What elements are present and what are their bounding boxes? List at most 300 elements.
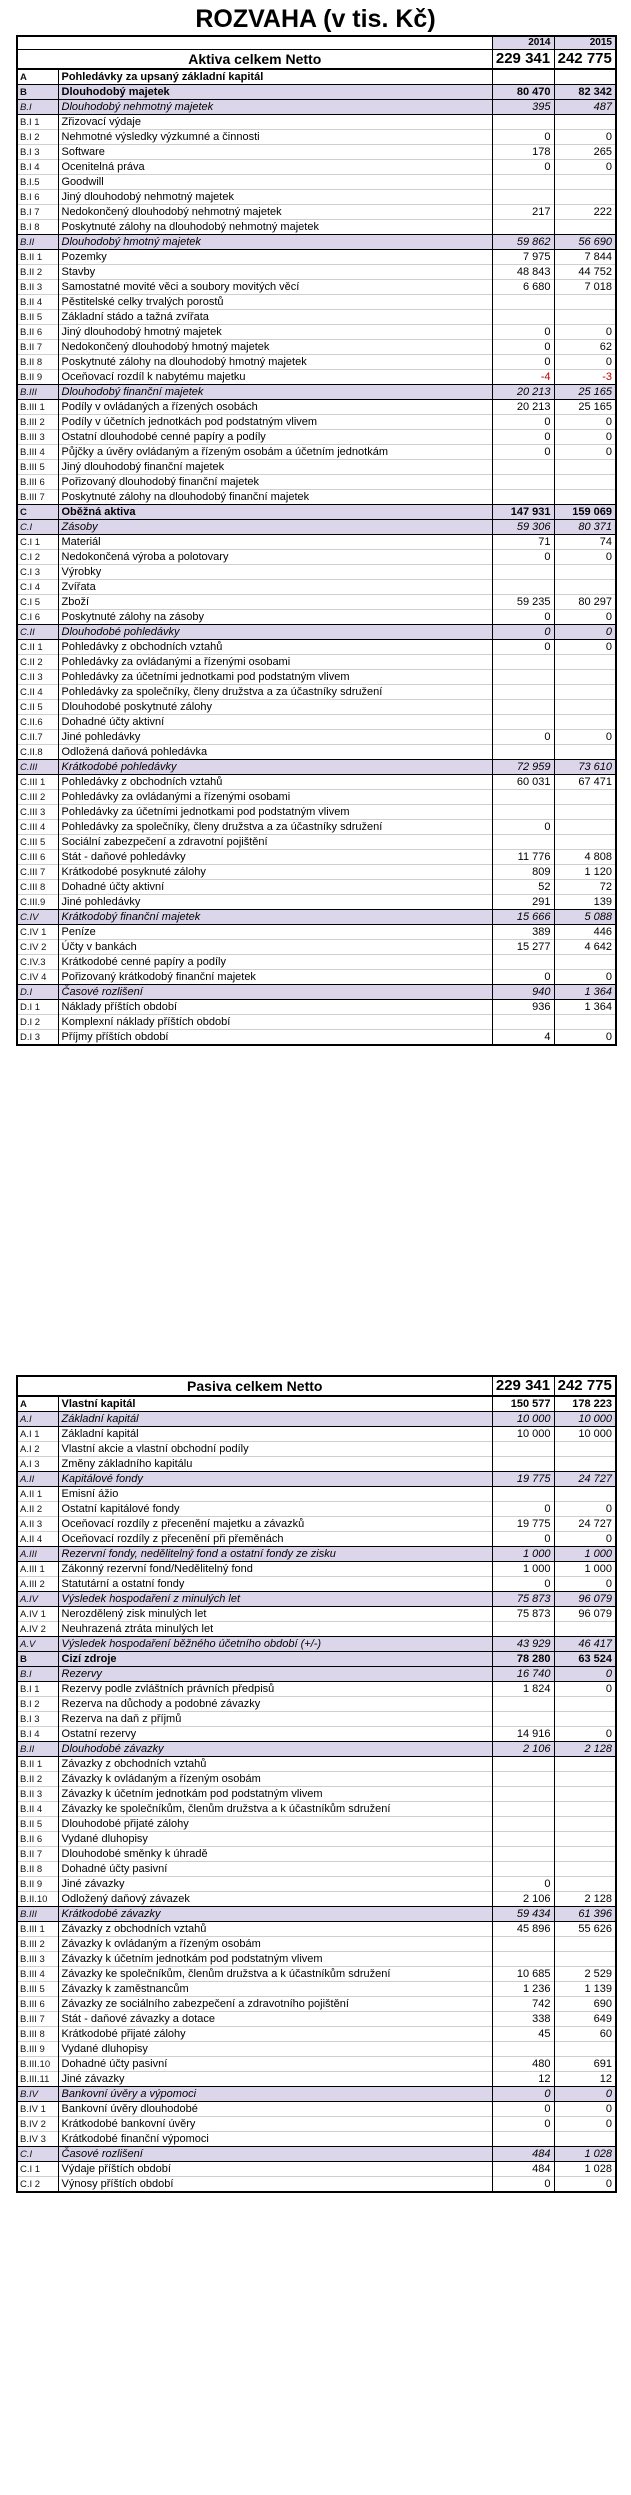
subtotal-row: [17, 910, 616, 925]
table-row: [17, 925, 616, 940]
value-2015: [554, 790, 616, 805]
item-code: C.III.9: [17, 895, 58, 910]
item-name: Goodwill: [58, 175, 492, 190]
value-2014: [492, 1832, 554, 1847]
item-name: Základní kapitál: [58, 1412, 492, 1427]
value-2014: 0: [492, 1532, 554, 1547]
value-2014: [492, 955, 554, 970]
table-row: [17, 1982, 616, 1997]
value-2015: [554, 715, 616, 730]
pasiva-total-2014: 229 341: [492, 1376, 554, 1396]
value-2014: 0: [492, 970, 554, 985]
value-2014: 178: [492, 145, 554, 160]
table-row: [17, 280, 616, 295]
table-row: [17, 430, 616, 445]
item-code: B.II 8: [17, 1862, 58, 1877]
item-code: C.II 1: [17, 640, 58, 655]
value-2014: [492, 1457, 554, 1472]
item-code: A: [17, 1396, 58, 1412]
value-2014: 0: [492, 640, 554, 655]
value-2014: 936: [492, 1000, 554, 1015]
item-name: Půjčky a úvěry ovládaným a řízeným osobám a účetním jednotkám: [58, 445, 492, 460]
item-name: Výrobky: [58, 565, 492, 580]
table-row: [17, 1832, 616, 1847]
item-code: B: [17, 85, 58, 100]
value-2014: 0: [492, 130, 554, 145]
value-2015: [554, 190, 616, 205]
value-2015: 0: [554, 1577, 616, 1592]
item-name: Krátkodobý finanční majetek: [58, 910, 492, 925]
item-name: Vlastní kapitál: [58, 1396, 492, 1412]
item-name: Jiné pohledávky: [58, 895, 492, 910]
table-row: [17, 145, 616, 160]
table-row: [17, 2117, 616, 2132]
value-2015: 67 471: [554, 775, 616, 790]
item-name: Závazky ke společníkům, členům družstva a k účastníkům sdružení: [58, 1802, 492, 1817]
item-code: B.III 3: [17, 430, 58, 445]
value-2015: [554, 745, 616, 760]
item-code: B.III 4: [17, 445, 58, 460]
table-row: [17, 220, 616, 235]
item-name: Pohledávky z obchodních vztahů: [58, 775, 492, 790]
table-row: [17, 730, 616, 745]
item-code: C.III 8: [17, 880, 58, 895]
value-2014: [492, 490, 554, 505]
value-2015: [554, 1877, 616, 1892]
item-code: C.II 3: [17, 670, 58, 685]
item-name: Základní kapitál: [58, 1427, 492, 1442]
item-code: C.III 7: [17, 865, 58, 880]
item-code: B.II 2: [17, 265, 58, 280]
value-2014: 60 031: [492, 775, 554, 790]
item-name: Nerozdělený zisk minulých let: [58, 1607, 492, 1622]
value-2015: [554, 1457, 616, 1472]
value-2014: 940: [492, 985, 554, 1000]
value-2015: [554, 475, 616, 490]
table-row: [17, 325, 616, 340]
item-code: B.III 5: [17, 460, 58, 475]
value-2015: [554, 69, 616, 85]
value-2015: 446: [554, 925, 616, 940]
aktiva-total-row: [17, 50, 616, 70]
item-name: Krátkodobé přijaté zálohy: [58, 2027, 492, 2042]
value-2014: [492, 1015, 554, 1030]
item-name: Dlouhodobé přijaté zálohy: [58, 1817, 492, 1832]
table-row: [17, 400, 616, 415]
item-name: Časové rozlišení: [58, 985, 492, 1000]
value-2014: 78 280: [492, 1652, 554, 1667]
table-row: [17, 265, 616, 280]
item-code: B.II 7: [17, 1847, 58, 1862]
item-code: C.II: [17, 625, 58, 640]
table-row: [17, 1532, 616, 1547]
item-name: Závazky k účetním jednotkám pod podstatným vlivem: [58, 1952, 492, 1967]
table-row: [17, 1030, 616, 1046]
table-row: [17, 130, 616, 145]
value-2015: 0: [554, 325, 616, 340]
table-row: [17, 340, 616, 355]
item-name: Nehmotné výsledky výzkumné a činnosti: [58, 130, 492, 145]
item-code: C.IV.3: [17, 955, 58, 970]
table-row: [17, 1787, 616, 1802]
value-2014: 14 916: [492, 1727, 554, 1742]
table-row: [17, 820, 616, 835]
item-name: Ostatní dlouhodobé cenné papíry a podíly: [58, 430, 492, 445]
item-name: Závazky z obchodních vztahů: [58, 1922, 492, 1937]
value-2015: 25 165: [554, 400, 616, 415]
value-2015: -3: [554, 370, 616, 385]
subtotal-row: [17, 2147, 616, 2162]
subtotal-row: [17, 1907, 616, 1922]
item-code: B.II 6: [17, 1832, 58, 1847]
table-row: [17, 2012, 616, 2027]
item-code: B.II 8: [17, 355, 58, 370]
table-row: [17, 2027, 616, 2042]
value-2015: [554, 1757, 616, 1772]
value-2015: 82 342: [554, 85, 616, 100]
value-2014: 7 975: [492, 250, 554, 265]
item-name: Pěstitelské celky trvalých porostů: [58, 295, 492, 310]
item-code: B.I 4: [17, 160, 58, 175]
item-name: Výdaje příštích období: [58, 2162, 492, 2177]
value-2014: 0: [492, 430, 554, 445]
value-2015: [554, 490, 616, 505]
item-name: Základní stádo a tažná zvířata: [58, 310, 492, 325]
item-code: A.IV: [17, 1592, 58, 1607]
value-2014: 0: [492, 625, 554, 640]
item-name: Cizí zdroje: [58, 1652, 492, 1667]
table-row: [17, 670, 616, 685]
item-name: Pohledávky za ovládanými a řízenými osobami: [58, 790, 492, 805]
item-name: Samostatné movité věci a soubory movitých věcí: [58, 280, 492, 295]
year-2014: 2014: [492, 36, 554, 50]
item-code: A.I 1: [17, 1427, 58, 1442]
table-row: [17, 370, 616, 385]
table-row: [17, 1457, 616, 1472]
value-2014: 75 873: [492, 1607, 554, 1622]
value-2014: [492, 1712, 554, 1727]
value-2014: 4: [492, 1030, 554, 1046]
subtotal-row: [17, 1547, 616, 1562]
item-name: Dohadné účty aktivní: [58, 880, 492, 895]
value-2015: [554, 580, 616, 595]
value-2015: 2 128: [554, 1892, 616, 1907]
value-2014: 0: [492, 550, 554, 565]
value-2015: 0: [554, 550, 616, 565]
value-2015: 1 000: [554, 1547, 616, 1562]
item-code: B.III 1: [17, 400, 58, 415]
value-2014: 742: [492, 1997, 554, 2012]
value-2015: 80 297: [554, 595, 616, 610]
table-row: [17, 895, 616, 910]
value-2014: 59 862: [492, 235, 554, 250]
value-2015: [554, 220, 616, 235]
value-2015: 0: [554, 1727, 616, 1742]
value-2014: [492, 715, 554, 730]
item-code: A.III 2: [17, 1577, 58, 1592]
pasiva-total-row: [17, 1376, 616, 1396]
value-2015: 12: [554, 2072, 616, 2087]
subtotal-row: [17, 760, 616, 775]
item-name: Dohadné účty pasivní: [58, 2057, 492, 2072]
value-2014: [492, 1487, 554, 1502]
pasiva-table: [16, 1375, 617, 2193]
item-name: Materiál: [58, 535, 492, 550]
value-2015: 44 752: [554, 265, 616, 280]
value-2015: 0: [554, 355, 616, 370]
table-row: [17, 850, 616, 865]
subtotal-row: [17, 1742, 616, 1757]
item-code: C.III 2: [17, 790, 58, 805]
value-2015: 0: [554, 2177, 616, 2193]
value-2014: -4: [492, 370, 554, 385]
year-2015: 2015: [554, 36, 616, 50]
item-code: B.II 9: [17, 370, 58, 385]
item-code: B.II: [17, 1742, 58, 1757]
item-code: C.I: [17, 2147, 58, 2162]
item-code: B.I: [17, 100, 58, 115]
item-name: Jiné závazky: [58, 1877, 492, 1892]
value-2014: [492, 580, 554, 595]
subtotal-row: [17, 985, 616, 1000]
table-row: [17, 685, 616, 700]
item-name: Závazky ze sociálního zabezpečení a zdravotního pojištění: [58, 1997, 492, 2012]
item-code: D.I 2: [17, 1015, 58, 1030]
subtotal-row: [17, 2087, 616, 2102]
value-2015: 0: [554, 430, 616, 445]
value-2014: 147 931: [492, 505, 554, 520]
value-2015: 159 069: [554, 505, 616, 520]
item-name: Dlouhodobý nehmotný majetek: [58, 100, 492, 115]
table-row: [17, 1997, 616, 2012]
item-name: Krátkodobé cenné papíry a podíly: [58, 955, 492, 970]
value-2014: [492, 700, 554, 715]
item-code: C.III 5: [17, 835, 58, 850]
item-code: B.I 4: [17, 1727, 58, 1742]
value-2014: 0: [492, 2177, 554, 2193]
item-name: Dohadné účty pasivní: [58, 1862, 492, 1877]
section-row: [17, 85, 616, 100]
item-code: C.III 4: [17, 820, 58, 835]
item-code: B: [17, 1652, 58, 1667]
table-row: [17, 565, 616, 580]
item-name: Výnosy příštích období: [58, 2177, 492, 2193]
item-name: Komplexní náklady příštích období: [58, 1015, 492, 1030]
value-2015: [554, 1712, 616, 1727]
item-name: Ocenitelná práva: [58, 160, 492, 175]
value-2014: 59 306: [492, 520, 554, 535]
item-name: Neuhrazená ztráta minulých let: [58, 1622, 492, 1637]
value-2014: 0: [492, 355, 554, 370]
table-row: [17, 1712, 616, 1727]
table-row: [17, 250, 616, 265]
item-name: Nedokončený dlouhodobý hmotný majetek: [58, 340, 492, 355]
value-2014: 1 000: [492, 1562, 554, 1577]
value-2015: [554, 1622, 616, 1637]
value-2014: [492, 175, 554, 190]
subtotal-row: [17, 520, 616, 535]
value-2014: 395: [492, 100, 554, 115]
table-row: [17, 745, 616, 760]
value-2014: 0: [492, 160, 554, 175]
item-code: C.III 6: [17, 850, 58, 865]
item-code: A: [17, 69, 58, 85]
item-code: C.IV 1: [17, 925, 58, 940]
value-2014: 72 959: [492, 760, 554, 775]
item-name: Rezervní fondy, nedělitelný fond a ostatní fondy ze zisku: [58, 1547, 492, 1562]
value-2015: 73 610: [554, 760, 616, 775]
item-name: Peníze: [58, 925, 492, 940]
item-code: A.III: [17, 1547, 58, 1562]
value-2015: [554, 700, 616, 715]
value-2015: [554, 955, 616, 970]
item-name: Jiné pohledávky: [58, 730, 492, 745]
value-2015: 0: [554, 2087, 616, 2102]
value-2015: [554, 670, 616, 685]
value-2015: [554, 1952, 616, 1967]
value-2015: 72: [554, 880, 616, 895]
value-2015: [554, 295, 616, 310]
item-name: Poskytnuté zálohy na dlouhodobý hmotný majetek: [58, 355, 492, 370]
value-2015: 2 529: [554, 1967, 616, 1982]
value-2014: 19 775: [492, 1472, 554, 1487]
table-row: [17, 1847, 616, 1862]
value-2015: [554, 1802, 616, 1817]
item-name: Nedokončená výroba a polotovary: [58, 550, 492, 565]
value-2015: [554, 1487, 616, 1502]
item-code: B.I 8: [17, 220, 58, 235]
item-code: B.III 2: [17, 415, 58, 430]
value-2015: 1 364: [554, 1000, 616, 1015]
table-row: [17, 865, 616, 880]
item-name: Pohledávky za účetními jednotkami pod podstatným vlivem: [58, 805, 492, 820]
item-name: Pohledávky za upsaný základní kapitál: [58, 69, 492, 85]
item-name: Náklady příštích období: [58, 1000, 492, 1015]
value-2014: 484: [492, 2162, 554, 2177]
item-code: A.II 2: [17, 1502, 58, 1517]
item-code: C.I 4: [17, 580, 58, 595]
table-row: [17, 1607, 616, 1622]
value-2014: [492, 220, 554, 235]
value-2014: 10 000: [492, 1427, 554, 1442]
value-2015: 1 000: [554, 1562, 616, 1577]
subtotal-row: [17, 1592, 616, 1607]
value-2014: [492, 835, 554, 850]
value-2015: [554, 2042, 616, 2057]
value-2014: 0: [492, 2117, 554, 2132]
value-2015: [554, 115, 616, 130]
value-2015: 96 079: [554, 1592, 616, 1607]
item-code: C.II 4: [17, 685, 58, 700]
value-2014: 71: [492, 535, 554, 550]
item-code: C.II.8: [17, 745, 58, 760]
item-name: Zřizovací výdaje: [58, 115, 492, 130]
value-2015: 691: [554, 2057, 616, 2072]
table-row: [17, 835, 616, 850]
value-2015: 4 808: [554, 850, 616, 865]
item-name: Rezervy: [58, 1667, 492, 1682]
table-row: [17, 355, 616, 370]
table-row: [17, 1952, 616, 1967]
item-name: Podíly v ovládaných a řízených osobách: [58, 400, 492, 415]
value-2014: [492, 1802, 554, 1817]
item-code: C.III 3: [17, 805, 58, 820]
value-2015: 0: [554, 2102, 616, 2117]
item-code: B.II 4: [17, 1802, 58, 1817]
item-name: Pohledávky za účetními jednotkami pod podstatným vlivem: [58, 670, 492, 685]
item-name: Pozemky: [58, 250, 492, 265]
value-2015: 5 088: [554, 910, 616, 925]
item-name: Oceňovací rozdíly z přecenění při přeměnách: [58, 1532, 492, 1547]
item-name: Jiný dlouhodobý nehmotný majetek: [58, 190, 492, 205]
item-name: Pohledávky za ovládanými a řízenými osobami: [58, 655, 492, 670]
item-name: Pořizovaný krátkodobý finanční majetek: [58, 970, 492, 985]
table-row: [17, 2042, 616, 2057]
value-2014: 217: [492, 205, 554, 220]
item-code: B.III 3: [17, 1952, 58, 1967]
value-2015: 7 018: [554, 280, 616, 295]
subtotal-row: [17, 385, 616, 400]
table-row: [17, 2072, 616, 2087]
value-2015: 1 139: [554, 1982, 616, 1997]
value-2015: 0: [554, 445, 616, 460]
value-2014: 1 824: [492, 1682, 554, 1697]
item-name: Dlouhodobé poskytnuté zálohy: [58, 700, 492, 715]
item-name: Zboží: [58, 595, 492, 610]
item-code: C.II.7: [17, 730, 58, 745]
item-name: Zásoby: [58, 520, 492, 535]
table-row: [17, 2132, 616, 2147]
table-row: [17, 445, 616, 460]
table-row: [17, 700, 616, 715]
value-2015: 0: [554, 970, 616, 985]
item-code: D.I 3: [17, 1030, 58, 1046]
item-code: A.I 3: [17, 1457, 58, 1472]
item-code: A.V: [17, 1637, 58, 1652]
item-code: C.I 5: [17, 595, 58, 610]
table-row: [17, 295, 616, 310]
value-2015: 0: [554, 415, 616, 430]
item-name: Bankovní úvěry a výpomoci: [58, 2087, 492, 2102]
item-code: C.II.6: [17, 715, 58, 730]
item-name: Závazky k zaměstnancům: [58, 1982, 492, 1997]
aktiva-heading: Aktiva celkem Netto: [17, 50, 492, 70]
item-code: B.III 6: [17, 1997, 58, 2012]
item-name: Rezervy podle zvláštních právních předpisů: [58, 1682, 492, 1697]
table-row: [17, 550, 616, 565]
table-row: [17, 595, 616, 610]
item-name: Kapitálové fondy: [58, 1472, 492, 1487]
value-2015: [554, 655, 616, 670]
value-2015: [554, 1817, 616, 1832]
item-name: Dohadné účty aktivní: [58, 715, 492, 730]
item-code: A.II 4: [17, 1532, 58, 1547]
value-2015: 80 371: [554, 520, 616, 535]
table-row: [17, 115, 616, 130]
item-name: Závazky z obchodních vztahů: [58, 1757, 492, 1772]
table-row: [17, 775, 616, 790]
item-code: C.IV: [17, 910, 58, 925]
value-2014: 75 873: [492, 1592, 554, 1607]
value-2015: [554, 1862, 616, 1877]
subtotal-row: [17, 1412, 616, 1427]
table-row: [17, 610, 616, 625]
item-code: B.III 2: [17, 1937, 58, 1952]
value-2014: 291: [492, 895, 554, 910]
table-row: [17, 1427, 616, 1442]
item-code: B.I: [17, 1667, 58, 1682]
item-code: B.III.11: [17, 2072, 58, 2087]
